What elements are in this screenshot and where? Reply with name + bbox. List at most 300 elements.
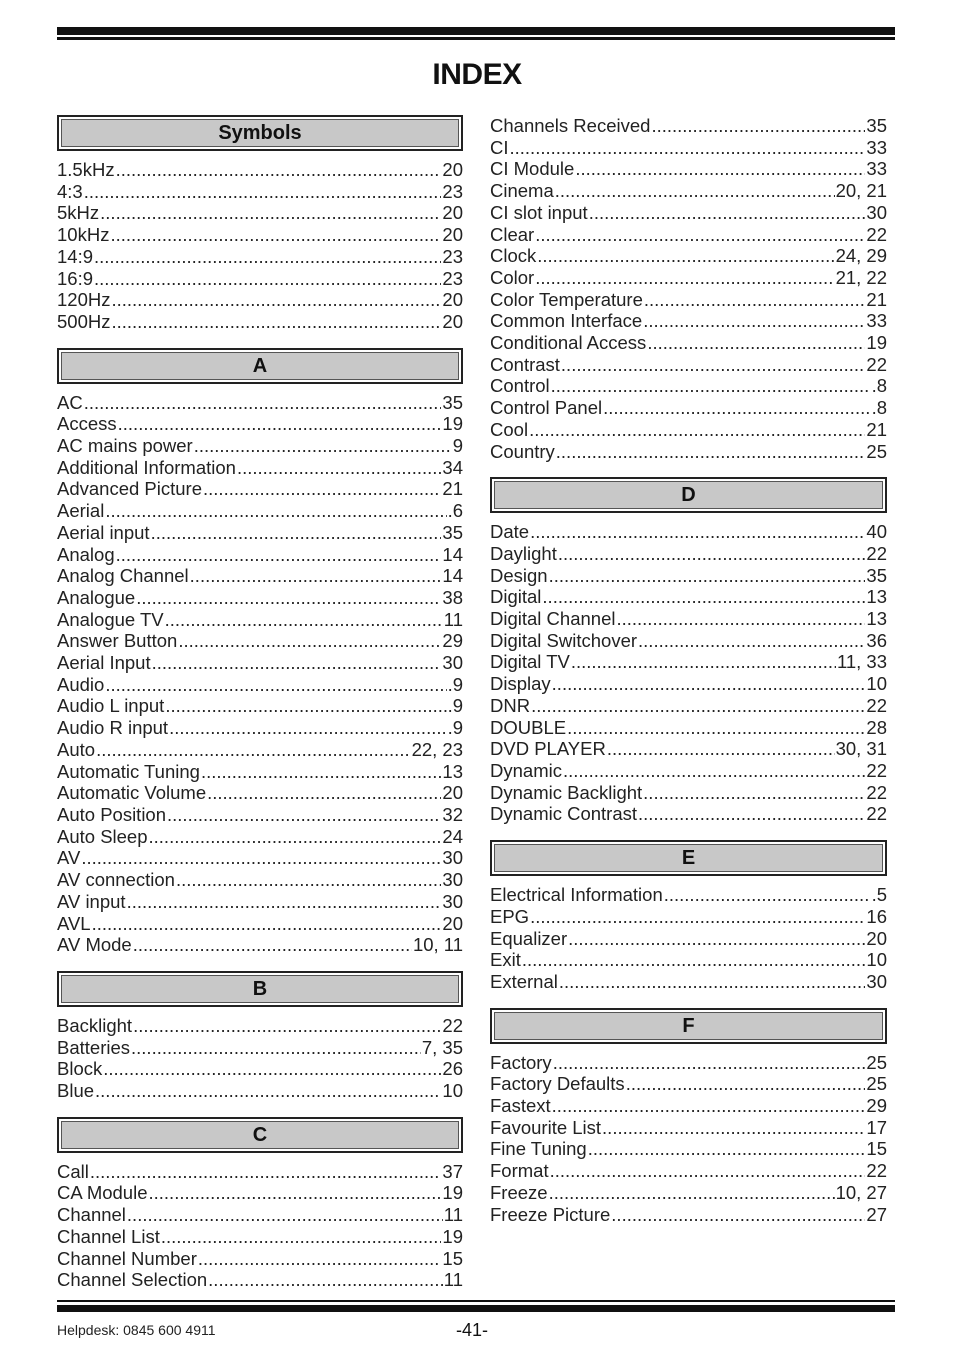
dot-leader (664, 884, 871, 906)
index-pages: 33 (866, 310, 887, 332)
index-entry (490, 1073, 887, 1095)
index-pages: 11 (443, 1204, 463, 1226)
index-term: Factory (490, 1051, 552, 1073)
index-term: Channel List (57, 1225, 160, 1247)
index-pages: 11 (443, 1269, 463, 1291)
dot-leader (529, 419, 865, 441)
index-term: Display (490, 673, 551, 695)
index-entry (57, 826, 463, 848)
index-entry (490, 180, 887, 202)
dot-leader (555, 180, 835, 202)
dot-leader (203, 478, 441, 500)
dot-leader (149, 826, 442, 848)
dot-leader (136, 587, 441, 609)
index-entry (490, 1160, 887, 1182)
index-pages: 38 (442, 586, 463, 608)
index-pages: .9 (447, 717, 463, 739)
index-entry (57, 435, 463, 457)
index-term: EPG (490, 905, 530, 927)
index-term: Dynamic Backlight (490, 781, 643, 803)
index-term: Blue (57, 1080, 95, 1102)
index-term: Electrical Information (490, 884, 663, 906)
index-term: Country (490, 440, 555, 462)
index-entry (57, 289, 463, 311)
index-term: Automatic Volume (57, 782, 207, 804)
dot-leader (567, 717, 865, 739)
index-term: Channels Received (490, 115, 651, 136)
dot-leader (552, 1095, 866, 1117)
index-entry (57, 1226, 463, 1248)
dot-leader (116, 544, 442, 566)
index-pages: 19 (442, 1182, 463, 1204)
index-pages: 13 (866, 586, 887, 608)
dot-leader (531, 695, 865, 717)
page-number: -41- (455, 1320, 488, 1340)
index-term: Date (490, 521, 530, 543)
index-entry (490, 543, 887, 565)
index-pages: 22 (866, 1160, 887, 1182)
index-section (57, 971, 463, 1102)
index-term: Cinema (490, 180, 554, 202)
index-term: Backlight (57, 1014, 133, 1036)
index-pages: 40 (866, 521, 887, 543)
index-term: Auto Sleep (57, 825, 148, 847)
index-term: Fine Tuning (490, 1138, 587, 1160)
index-pages: 23 (442, 180, 463, 202)
dot-leader (549, 1182, 835, 1204)
dot-leader (194, 435, 452, 457)
index-term: Digital Channel (490, 608, 616, 630)
dot-leader (558, 543, 866, 565)
index-section (57, 348, 463, 956)
index-term: Clock (490, 245, 537, 267)
index-pages: 20 (442, 289, 463, 311)
index-entry (57, 413, 463, 435)
index-pages: 22 (866, 781, 887, 803)
index-term: Equalizer (490, 927, 568, 949)
index-entry (57, 652, 463, 674)
dot-leader (643, 310, 865, 332)
index-entry (57, 587, 463, 609)
index-term: 4:3 (57, 180, 83, 202)
index-pages: 24, 29 (835, 245, 887, 267)
index-pages: 13 (442, 760, 463, 782)
top-rule (57, 27, 895, 37)
index-entry (490, 884, 887, 906)
index-term: Auto Position (57, 803, 167, 825)
dot-leader (116, 159, 442, 181)
index-entry (57, 457, 463, 479)
dot-leader (127, 891, 442, 913)
index-term: External (490, 970, 558, 992)
dot-leader (178, 630, 441, 652)
index-section (57, 115, 463, 333)
index-column-right (490, 115, 887, 1240)
index-term: AV input (57, 890, 126, 912)
index-pages: 28 (866, 716, 887, 738)
index-term: Call (57, 1160, 89, 1182)
index-pages: 36 (866, 629, 887, 651)
index-pages: 22 (866, 803, 887, 825)
index-term: Analogue TV (57, 608, 164, 630)
index-pages: 35 (866, 115, 887, 136)
index-entry (57, 717, 463, 739)
index-term: Answer Button (57, 630, 178, 652)
dot-leader (549, 565, 866, 587)
index-term: Control (490, 375, 550, 397)
index-pages: 22 (866, 694, 887, 716)
index-term: Aerial input (57, 521, 150, 543)
index-entry (57, 544, 463, 566)
dot-leader (169, 717, 446, 739)
index-entry (57, 246, 463, 268)
index-entry (490, 1138, 887, 1160)
index-pages: 22 (442, 1014, 463, 1036)
index-pages: 22, 23 (411, 738, 463, 760)
index-pages: 35 (866, 564, 887, 586)
index-pages: 37 (442, 1160, 463, 1182)
index-term: Dynamic Contrast (490, 803, 638, 825)
index-pages: 10, 27 (835, 1181, 887, 1203)
index-term: Advanced Picture (57, 478, 203, 500)
index-term: AC mains power (57, 435, 193, 457)
index-entry (57, 1015, 463, 1037)
index-pages: 30 (442, 652, 463, 674)
index-section (490, 477, 887, 825)
index-pages: 20 (442, 912, 463, 934)
index-pages: 14 (442, 543, 463, 565)
dot-leader (111, 289, 441, 311)
index-pages: 19 (866, 332, 887, 354)
index-entry (57, 1248, 463, 1270)
index-term: AVL (57, 912, 91, 934)
dot-leader (638, 803, 865, 825)
index-entry (490, 1117, 887, 1139)
index-entry (490, 673, 887, 695)
index-entry (490, 760, 887, 782)
index-term: Factory Defaults (490, 1073, 625, 1095)
index-pages: 17 (866, 1116, 887, 1138)
index-entry (490, 738, 887, 760)
dot-leader (607, 738, 835, 760)
dot-leader (647, 332, 865, 354)
index-entry (490, 224, 887, 246)
index-entry (490, 717, 887, 739)
index-entry (490, 310, 887, 332)
index-entry (490, 1095, 887, 1117)
dot-leader (603, 397, 870, 419)
index-entry (490, 289, 887, 311)
index-entry (490, 267, 887, 289)
index-pages: 22 (866, 353, 887, 375)
index-pages: 20 (442, 224, 463, 246)
dot-leader (643, 782, 865, 804)
dot-leader (84, 181, 442, 203)
index-pages: 35 (442, 391, 463, 413)
dot-leader (201, 761, 441, 783)
index-term: Design (490, 564, 548, 586)
dot-leader (530, 521, 865, 543)
index-entry (490, 1182, 887, 1204)
index-entry (490, 1052, 887, 1074)
index-entry (57, 891, 463, 913)
dot-leader (638, 630, 865, 652)
index-term: Audio (57, 673, 105, 695)
index-term: Channel Selection (57, 1269, 208, 1291)
index-term: Audio L input (57, 695, 165, 717)
index-entry (57, 311, 463, 333)
index-entry (490, 630, 887, 652)
index-term: Access (57, 413, 117, 435)
index-pages: .8 (871, 397, 887, 419)
index-pages: 7, 35 (421, 1036, 463, 1058)
index-pages: 25 (866, 1051, 887, 1073)
index-pages: 10, 11 (412, 934, 463, 956)
index-entry (57, 934, 463, 956)
dot-leader (559, 971, 866, 993)
index-entry (490, 202, 887, 224)
index-entry (490, 1204, 887, 1226)
index-term: CA Module (57, 1182, 148, 1204)
section-header: B (57, 971, 463, 1007)
dot-leader (575, 158, 865, 180)
dot-leader (198, 1248, 442, 1270)
index-term: Aerial (57, 500, 105, 522)
index-entry (490, 441, 887, 463)
index-term: 16:9 (57, 267, 94, 289)
dot-leader (626, 1073, 866, 1095)
index-entry (57, 847, 463, 869)
index-term: 14:9 (57, 245, 94, 267)
index-pages: 21, 22 (835, 266, 887, 288)
index-entry (57, 1058, 463, 1080)
dot-leader (616, 608, 865, 630)
index-entry (57, 1037, 463, 1059)
index-entry (490, 803, 887, 825)
dot-leader (95, 1080, 441, 1102)
index-term: 10kHz (57, 224, 110, 246)
index-entry (490, 354, 887, 376)
index-entry (57, 913, 463, 935)
index-pages: 26 (442, 1058, 463, 1080)
index-term: Color Temperature (490, 288, 643, 310)
index-column-left (57, 115, 463, 1306)
index-pages: 27 (866, 1203, 887, 1225)
index-entry (57, 159, 463, 181)
index-pages: 30, 31 (835, 738, 887, 760)
index-pages: 34 (442, 456, 463, 478)
index-section (490, 1008, 887, 1226)
dot-leader (84, 392, 442, 414)
index-term: Channel (57, 1204, 126, 1226)
index-term: Common Interface (490, 310, 643, 332)
dot-leader (522, 949, 866, 971)
index-entry (490, 782, 887, 804)
section-header: Symbols (57, 115, 463, 151)
index-pages: 33 (866, 136, 887, 158)
index-term: Freeze (490, 1181, 548, 1203)
dot-leader (535, 267, 834, 289)
index-entry (57, 1204, 463, 1226)
dot-leader (588, 1138, 866, 1160)
index-entry (57, 761, 463, 783)
dot-leader (190, 565, 442, 587)
index-entry (57, 522, 463, 544)
dot-leader (94, 246, 441, 268)
dot-leader (133, 934, 412, 956)
dot-leader (110, 224, 441, 246)
dot-leader (589, 202, 866, 224)
dot-leader (161, 1226, 442, 1248)
section-header: F (490, 1008, 887, 1044)
index-entry (490, 651, 887, 673)
index-term: Conditional Access (490, 332, 647, 354)
index-entry (57, 739, 463, 761)
index-pages: 22 (866, 759, 887, 781)
dot-leader (651, 115, 865, 137)
dot-leader (105, 500, 446, 522)
index-pages: .9 (447, 673, 463, 695)
dot-leader (103, 1058, 441, 1080)
index-pages: 9 (452, 435, 463, 457)
dot-leader (81, 847, 441, 869)
index-entry (57, 1182, 463, 1204)
dot-leader (100, 202, 441, 224)
index-term: CI (490, 136, 509, 158)
index-entry (57, 1161, 463, 1183)
dot-leader (133, 1015, 441, 1037)
index-pages: 11 (443, 608, 463, 630)
helpdesk-text: Helpdesk: 0845 600 4911 (57, 1322, 216, 1338)
dot-leader (208, 1269, 443, 1291)
index-term: DNR (490, 694, 531, 716)
dot-leader (96, 739, 411, 761)
index-term: Freeze Picture (490, 1203, 611, 1225)
dot-leader (152, 652, 442, 674)
index-pages: 14 (442, 565, 463, 587)
index-term: Block (57, 1058, 103, 1080)
index-pages: 16 (866, 905, 887, 927)
section-header: D (490, 477, 887, 513)
index-term: Audio R input (57, 717, 169, 739)
bottom-rule (57, 1305, 895, 1312)
index-term: Batteries (57, 1036, 131, 1058)
index-term: Daylight (490, 542, 557, 564)
index-entry (57, 181, 463, 203)
index-pages: 21 (866, 418, 887, 440)
index-entry (490, 397, 887, 419)
dot-leader (94, 268, 441, 290)
dot-leader (165, 695, 446, 717)
index-term: Cool (490, 418, 529, 440)
index-pages: 20 (442, 202, 463, 224)
dot-leader (176, 869, 441, 891)
index-entry (57, 782, 463, 804)
index-entry (57, 1080, 463, 1102)
index-term: AC (57, 391, 83, 413)
page-title: INDEX (432, 58, 522, 91)
index-pages: 30 (866, 201, 887, 223)
index-term: Digital TV (490, 651, 570, 673)
index-entry (57, 500, 463, 522)
dot-leader (611, 1204, 865, 1226)
dot-leader (111, 311, 441, 333)
index-entry (57, 869, 463, 891)
index-pages: 22 (866, 223, 887, 245)
index-entry (490, 115, 887, 137)
dot-leader (237, 457, 441, 479)
dot-leader (165, 609, 443, 631)
index-term: Favourite List (490, 1116, 602, 1138)
index-term: DOUBLE (490, 716, 567, 738)
section-header: C (57, 1117, 463, 1153)
index-pages: 19 (442, 413, 463, 435)
index-pages: 30 (866, 970, 887, 992)
dot-leader (552, 673, 866, 695)
index-entry (490, 928, 887, 950)
dot-leader (568, 928, 865, 950)
index-entry (57, 630, 463, 652)
dot-leader (90, 1161, 442, 1183)
index-term: Analogue (57, 586, 136, 608)
index-pages: 10 (866, 949, 887, 971)
index-entry (57, 695, 463, 717)
index-term: Clear (490, 223, 535, 245)
index-pages: 21 (442, 478, 463, 500)
index-section (490, 115, 887, 462)
index-entry (57, 609, 463, 631)
index-pages: 30 (442, 869, 463, 891)
index-term: AV Mode (57, 934, 132, 956)
index-pages: .8 (871, 375, 887, 397)
index-term: Control Panel (490, 397, 603, 419)
dot-leader (561, 354, 866, 376)
index-term: Automatic Tuning (57, 760, 200, 782)
index-term: Fastext (490, 1095, 551, 1117)
dot-leader (553, 1052, 866, 1074)
index-pages: 20, 21 (835, 180, 887, 202)
index-entry (490, 245, 887, 267)
index-pages: 30 (442, 890, 463, 912)
index-entry (57, 478, 463, 500)
index-entry (490, 137, 887, 159)
index-term: 120Hz (57, 289, 111, 311)
index-term: Additional Information (57, 456, 236, 478)
index-term: Color (490, 266, 535, 288)
index-pages: 33 (866, 158, 887, 180)
index-entry (57, 1269, 463, 1291)
index-term: Exit (490, 949, 521, 971)
index-entry (57, 565, 463, 587)
index-pages: 20 (442, 310, 463, 332)
section-header: A (57, 348, 463, 384)
index-term: Digital (490, 586, 542, 608)
index-pages: 23 (442, 267, 463, 289)
section-header: E (490, 840, 887, 876)
index-entry (490, 375, 887, 397)
index-pages: 22 (866, 542, 887, 564)
index-term: 500Hz (57, 310, 111, 332)
index-pages: 20 (866, 927, 887, 949)
index-pages: 29 (442, 630, 463, 652)
index-pages: 10 (442, 1080, 463, 1102)
index-term: CI slot input (490, 201, 588, 223)
index-pages: 30 (442, 847, 463, 869)
dot-leader (131, 1037, 421, 1059)
dot-leader (551, 375, 871, 397)
index-entry (57, 392, 463, 414)
index-term: Dynamic (490, 759, 562, 781)
